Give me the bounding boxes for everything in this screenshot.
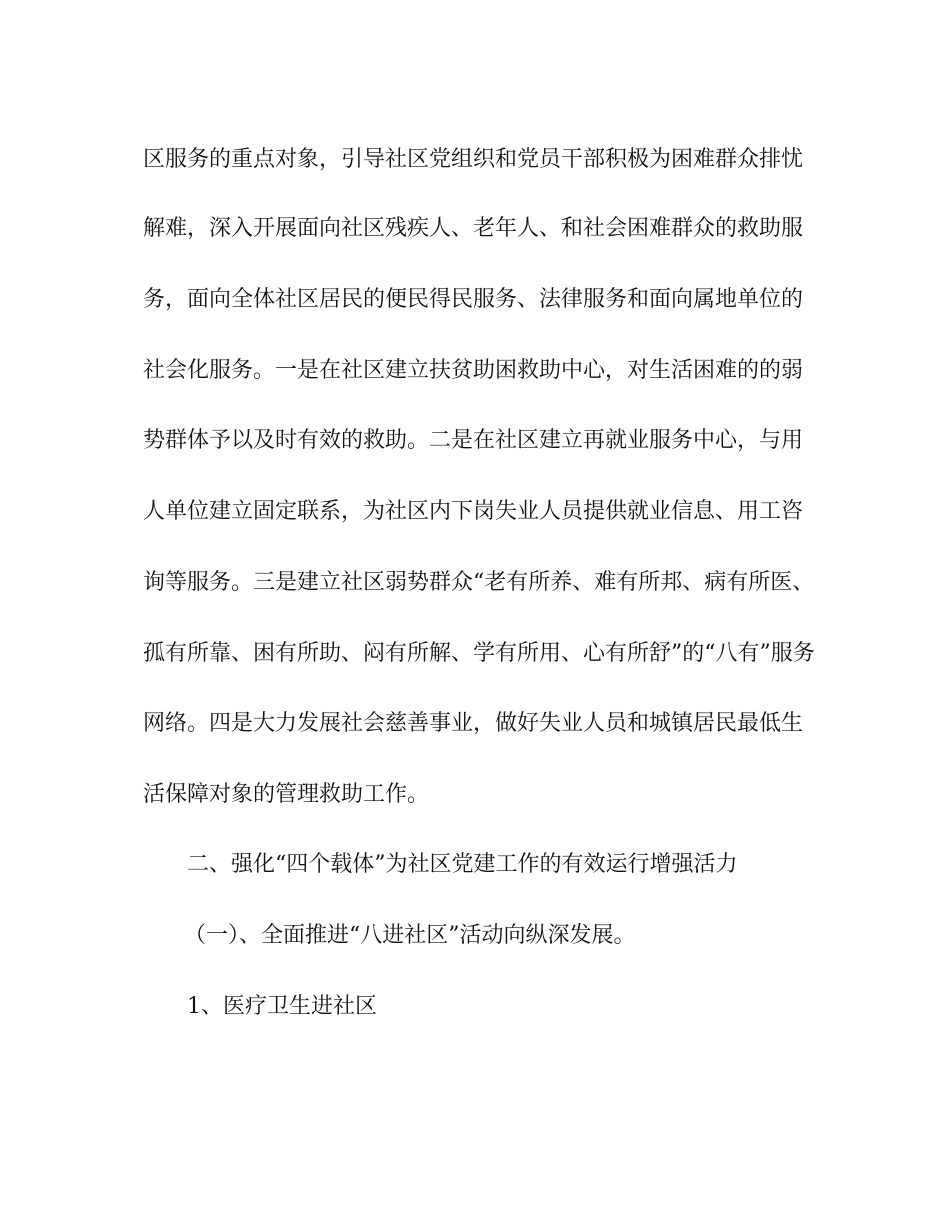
section-heading: 二、强化“四个载体”为社区党建工作的有效运行增强活力 (187, 852, 738, 877)
paragraph-line: 势群体予以及时有效的救助。二是在社区建立再就业服务中心，与用 (143, 428, 804, 453)
paragraph-line: 解难，深入开展面向社区残疾人、老年人、和社会困难群众的救助服 (143, 216, 804, 241)
paragraph-line: 孤有所靠、困有所助、闷有所解、学有所用、心有所舒”的“八有”服务 (143, 641, 815, 666)
subsection-heading: （一）、全面推进“八进社区”活动向纵深发展。 (184, 923, 636, 948)
paragraph-line: 活保障对象的管理救助工作。 (143, 782, 430, 807)
paragraph-line: 人单位建立固定联系，为社区内下岗失业人员提供就业信息、用工咨 (143, 499, 804, 524)
paragraph-line: 网络。四是大力发展社会慈善事业，做好失业人员和城镇居民最低生 (143, 711, 804, 736)
paragraph-line: 务，面向全体社区居民的便民得民服务、法律服务和面向属地单位的 (143, 287, 804, 312)
paragraph-line: 社会化服务。一是在社区建立扶贫助困救助中心，对生活困难的的弱 (143, 358, 804, 383)
item-heading: 1、医疗卫生进社区 (187, 994, 377, 1019)
paragraph-line: 区服务的重点对象，引导社区党组织和党员干部积极为困难群众排忧 (143, 147, 804, 172)
paragraph-line: 询等服务。三是建立社区弱势群众“老有所养、难有所邦、病有所医、 (143, 570, 815, 595)
